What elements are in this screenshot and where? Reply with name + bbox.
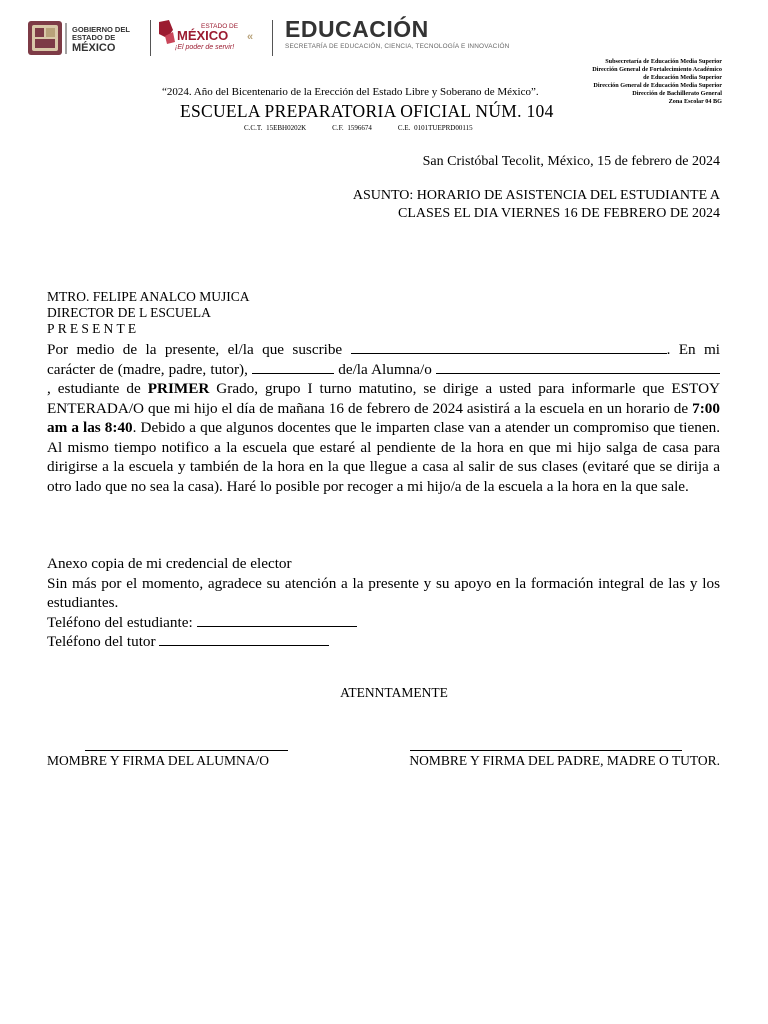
body-text-f: . Debido a que algunos docentes que le imparten clase van a atender un compromiso que tienen. Al mismo tiempo notifico a la escuela que estaré al pendiente de la hora en que mi hijo salga de casa para dirigirse a la escuela y también de la hora en la que llegue a casa al salir de sus clases (evitaré que se dirija a otro lado que no sea la casa). Haré lo posible por recoger a mi hijo/a de la escuela a la hora en la que sale.	[47, 419, 720, 495]
coat-of-arms-icon	[26, 18, 146, 58]
subject-line: ASUNTO: HORARIO DE ASISTENCIA DEL ESTUDIANTE A	[352, 188, 720, 203]
education-subtitle: SECRETARÍA DE EDUCACIÓN, CIENCIA, TECNOLOGÍA E INNOVACIÓN	[285, 43, 510, 50]
addressee-name: MTRO. FELIPE ANALCO MUJICA	[47, 289, 250, 304]
subject-block	[353, 187, 720, 223]
right-header-line: Zona Escolar 04 BG	[668, 98, 722, 105]
right-header-line: Dirección General de Educación Media Superior	[593, 82, 722, 89]
tutor-phone-label: Teléfono del tutor	[47, 633, 156, 650]
cf-code: C.F. 1596674	[332, 124, 372, 132]
education-title: EDUCACIÓN	[285, 16, 429, 42]
edomex-logo-main: MÉXICO	[177, 28, 229, 43]
school-name: ESCUELA PREPARATORIA OFICIAL NÚM. 104	[180, 101, 554, 121]
tutor-signature-label: NOMBRE Y FIRMA DEL PADRE, MADRE O TUTOR.	[409, 753, 720, 768]
tutor-phone-row	[47, 632, 720, 652]
gobierno-estado-mexico-logo	[26, 18, 146, 58]
right-header-line: Dirección General de Fortalecimiento Académico	[592, 66, 722, 73]
header-divider-2	[272, 20, 273, 56]
student-phone-row	[47, 613, 720, 633]
tutor-phone-blank[interactable]	[159, 632, 329, 646]
subject-line: CLASES EL DIA VIERNES 16 DE FEBRERO DE 2024	[397, 206, 720, 221]
right-header-line: Dirección de Bachillerato General	[632, 90, 722, 97]
student-signature-line[interactable]	[85, 750, 288, 751]
grade-value: PRIMER	[147, 380, 210, 397]
schedule-value: 7:00 am a las 8:40	[47, 399, 720, 436]
student-signature-label: MOMBRE Y FIRMA DEL ALUMNA/O	[47, 753, 270, 768]
gob-logo-line3: MÉXICO	[72, 42, 116, 54]
place-and-date: San Cristóbal Tecolit, México, 15 de febrero de 2024	[422, 154, 720, 169]
header-divider	[150, 20, 151, 56]
right-header-line: Subsecretaría de Educación Media Superior	[605, 58, 722, 65]
ce-code: C.E. 0101TUEPRD00115	[397, 124, 473, 132]
body-text-e: Grado, grupo I turno matutino, se dirige a usted para informarle que ESTOY ENTERADA/O que mi hijo el día de mañana 16 de febrero de 2024 asistirá a la escuela en un horario de	[47, 380, 720, 417]
addressee-role: DIRECTOR DE L ESCUELA	[47, 305, 211, 320]
closing-block	[47, 554, 720, 652]
student-name-blank[interactable]	[436, 360, 720, 374]
right-header-block	[592, 58, 722, 106]
thanks-line: Sin más por el momento, agradece su atención a la presente y su apoyo en la formación integral de las y los estudiantes.	[47, 574, 720, 611]
atentamente-row	[0, 685, 768, 701]
student-phone-label: Teléfono del estudiante:	[47, 613, 193, 631]
gob-logo-line1: GOBIERNO DEL	[72, 25, 130, 34]
school-codes	[244, 124, 499, 132]
body-text-a: Por medio de la presente, el/la que suscribe	[47, 341, 343, 358]
relationship-blank[interactable]	[252, 360, 334, 374]
presente-label: PRESENTE	[47, 321, 140, 336]
signer-name-blank[interactable]	[351, 340, 667, 354]
body-paragraph	[47, 340, 720, 496]
letter-body	[47, 340, 720, 496]
atentamente-label: ATENNTAMENTE	[340, 685, 448, 700]
body-text-d: , estudiante de	[47, 380, 141, 397]
estado-de-mexico-logo	[155, 16, 260, 56]
body-text-c: de/la Alumna/o	[338, 360, 432, 378]
annex-line: Anexo copia de mi credencial de elector	[47, 555, 292, 572]
student-phone-blank[interactable]	[197, 613, 357, 627]
tutor-signature-line[interactable]	[410, 750, 682, 751]
edomex-logo-top: ESTADO DE	[201, 23, 239, 30]
right-header-line: de Educación Media Superior	[643, 74, 722, 81]
edomex-logo-slogan: ¡El poder de servir!	[175, 44, 235, 51]
gob-logo-line2: ESTADO DE	[72, 33, 116, 42]
edomex-emblem-icon	[155, 16, 260, 56]
svg-text:«: «	[247, 31, 254, 43]
addressee-block	[47, 289, 250, 337]
cct-code: C.C.T. 15EBH0202K	[244, 124, 307, 132]
year-motto: “2024. Año del Bicentenario de la Erección del Estado Libre y Soberano de México”.	[162, 86, 539, 98]
body-text-b: . En mi carácter de (madre, padre, tutor),	[47, 341, 721, 378]
